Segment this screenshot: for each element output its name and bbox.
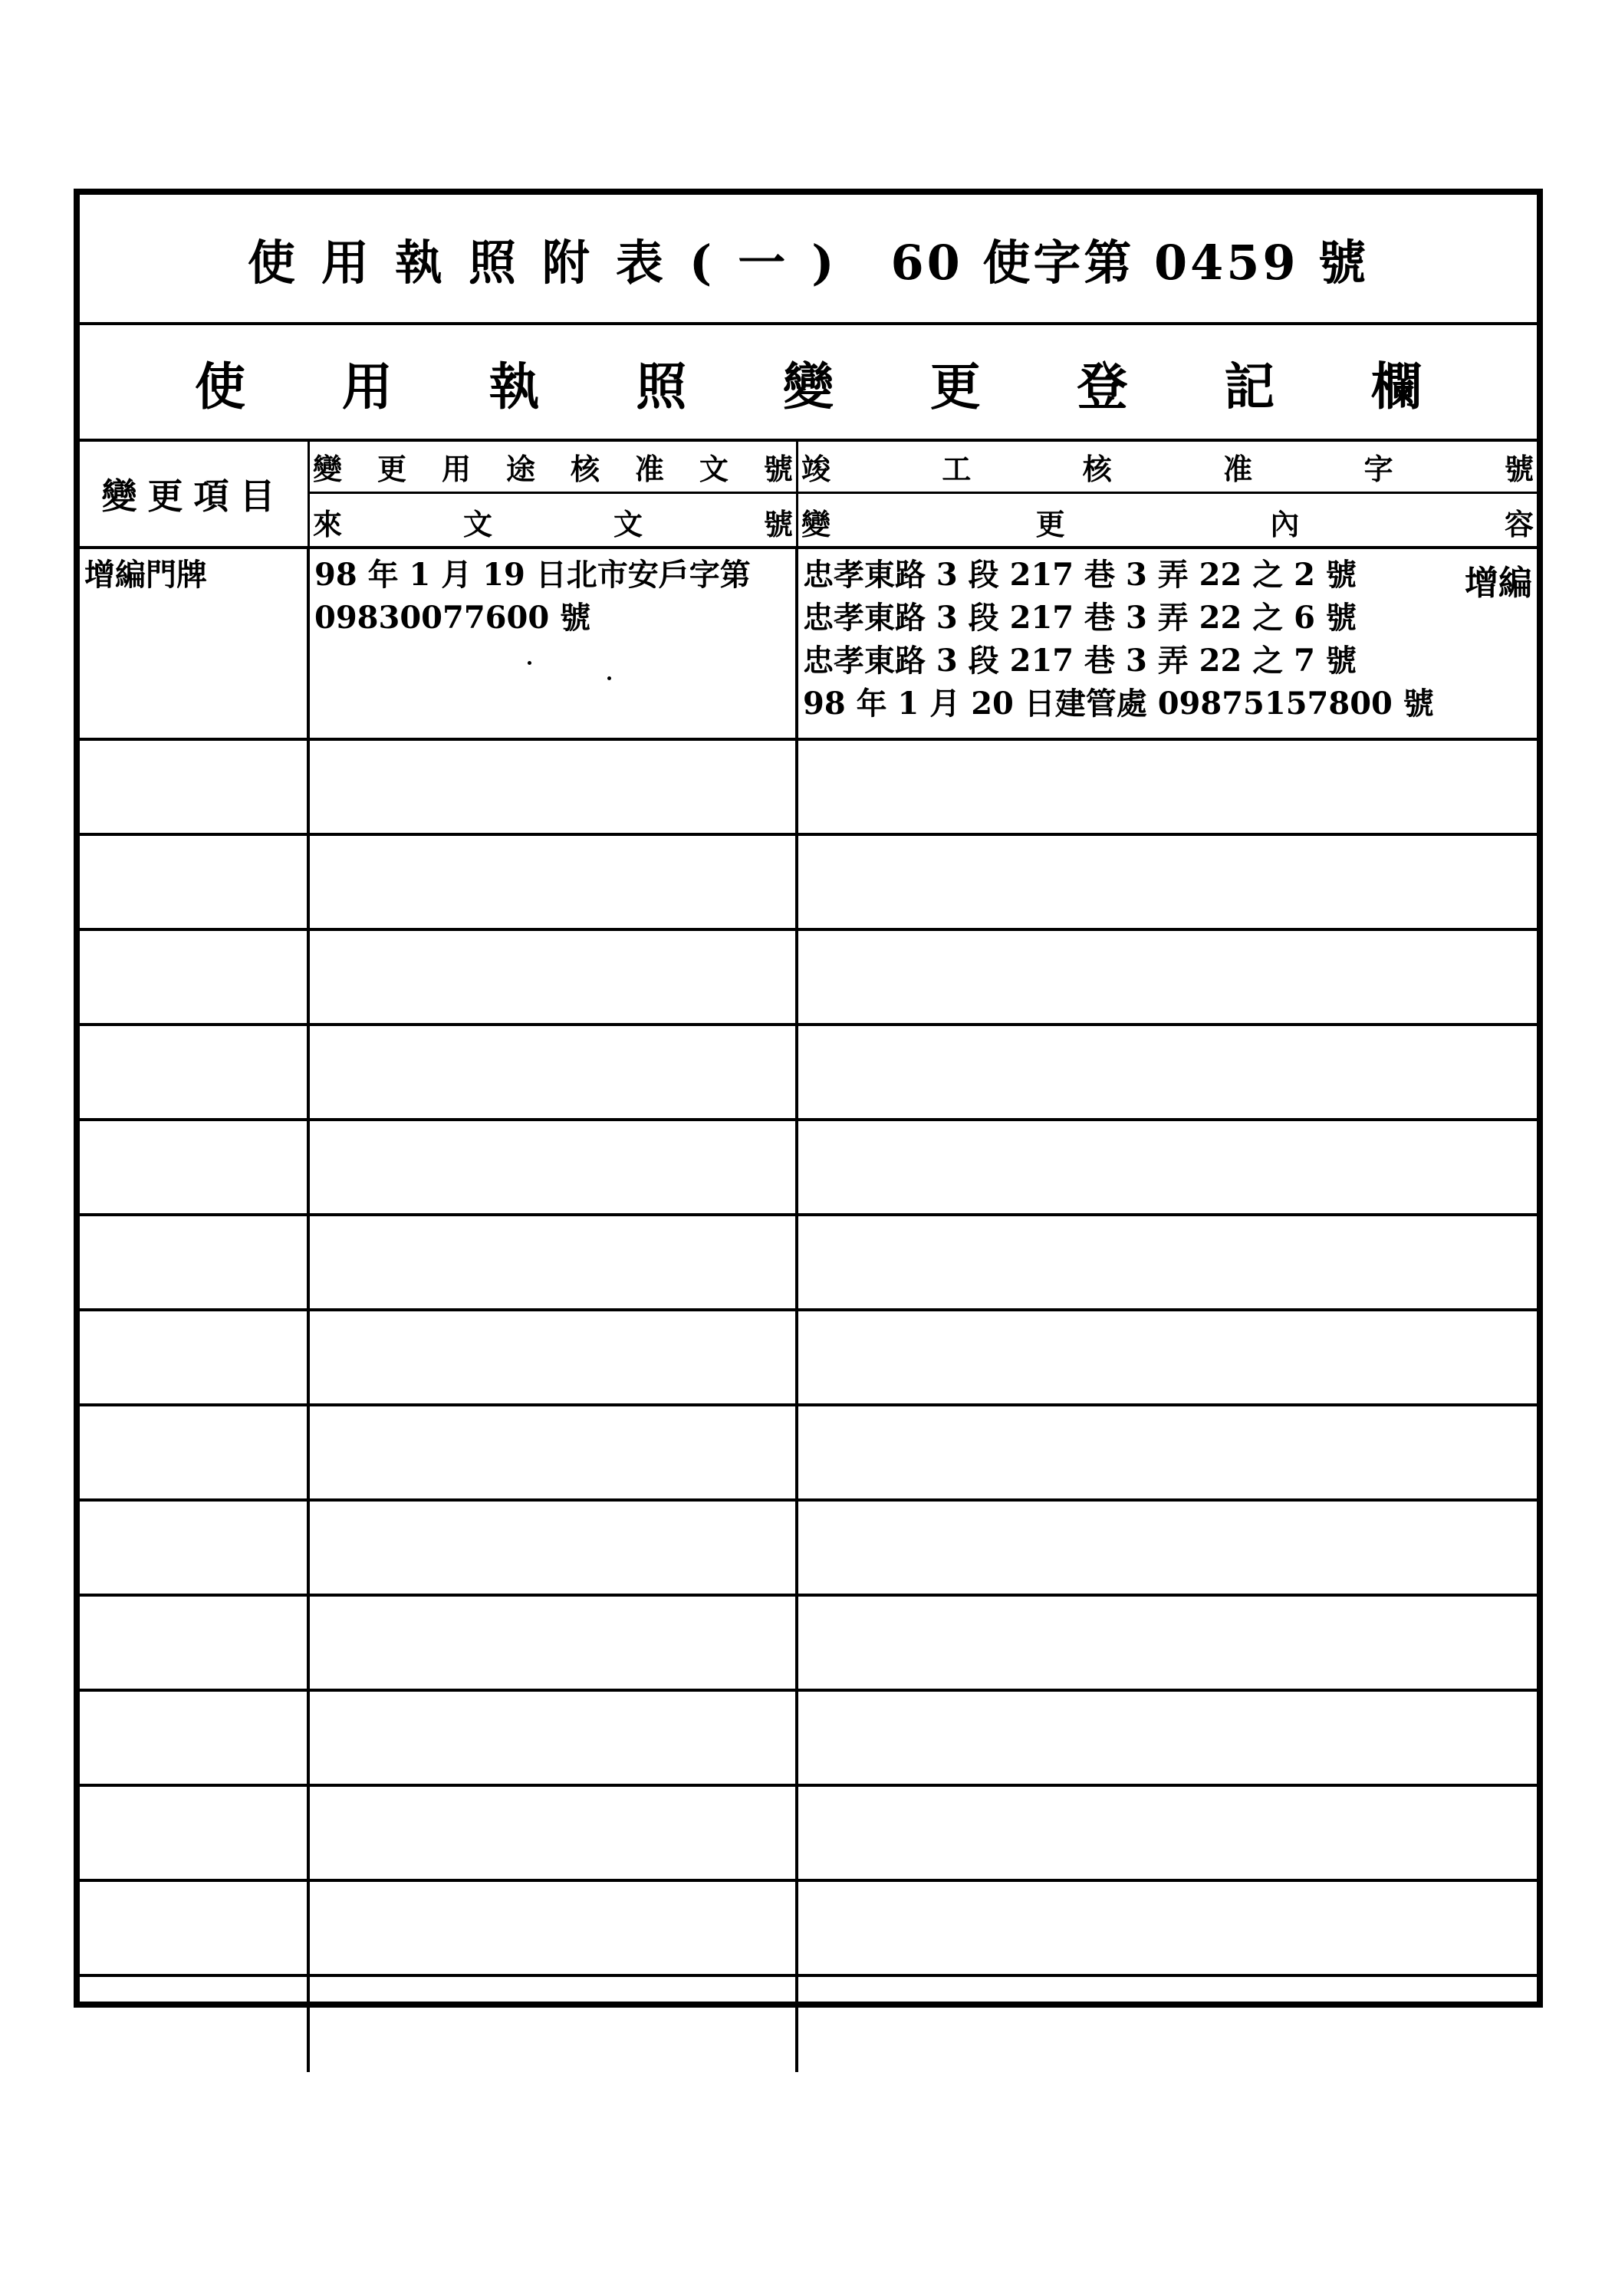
section-char: 更	[929, 356, 981, 416]
empty-cell	[310, 1406, 798, 1498]
speck-mark	[607, 676, 611, 680]
table-row-blank	[80, 1787, 1537, 1882]
header-approval-document	[310, 442, 798, 549]
empty-cell	[80, 1216, 310, 1308]
document-cell	[310, 549, 798, 738]
table-row-blank	[80, 1216, 1537, 1311]
empty-cell	[798, 1597, 1537, 1689]
empty-cell	[798, 1406, 1537, 1498]
col3-top-char: 字	[1363, 452, 1393, 486]
table-row-blank	[80, 1311, 1537, 1406]
content-cell	[798, 549, 1537, 738]
empty-cell	[798, 1977, 1537, 2072]
col2-bottom-char: 文	[613, 506, 643, 541]
empty-cell	[80, 1026, 310, 1118]
record-rows	[80, 549, 1537, 2072]
empty-cell	[798, 1787, 1537, 1879]
empty-cell	[310, 1882, 798, 1974]
col2-top-char: 變	[313, 452, 343, 486]
col3-bottom-char: 更	[1035, 506, 1065, 541]
col3-top-char: 准	[1223, 452, 1253, 486]
speck-mark	[528, 661, 531, 665]
col2-top-char: 途	[505, 452, 535, 486]
col2-bottom-char: 來	[313, 506, 343, 541]
empty-cell	[798, 1502, 1537, 1594]
empty-cell	[80, 1787, 310, 1879]
empty-cell	[310, 931, 798, 1023]
empty-cell	[798, 741, 1537, 833]
header-change-content	[798, 495, 1537, 548]
col2-top-char: 更	[377, 452, 406, 486]
empty-cell	[798, 931, 1537, 1023]
col3-bottom-char: 變	[801, 506, 831, 541]
header-completion-content	[798, 442, 1537, 549]
col2-top-char: 核	[570, 452, 600, 486]
empty-cell	[80, 1502, 310, 1594]
table-row-blank	[80, 836, 1537, 931]
stamp-tag: 增編	[1465, 564, 1532, 603]
col3-top-char: 竣	[801, 452, 831, 486]
col2-bottom-char: 文	[462, 506, 492, 541]
table-row-blank	[80, 1121, 1537, 1216]
empty-cell	[80, 1692, 310, 1784]
empty-cell	[80, 1977, 310, 2072]
section-char: 變	[783, 356, 834, 416]
change-item-text: 增編門牌	[84, 557, 207, 593]
empty-cell	[80, 741, 310, 833]
empty-cell	[80, 931, 310, 1023]
empty-cell	[310, 1977, 798, 2072]
section-heading	[195, 325, 1422, 439]
empty-cell	[310, 741, 798, 833]
empty-cell	[798, 1882, 1537, 1974]
section-char: 照	[636, 356, 687, 416]
form-title: 使用執照附表(一)	[247, 234, 860, 291]
empty-cell	[310, 1216, 798, 1308]
empty-cell	[80, 836, 310, 928]
table-row-blank	[80, 1882, 1537, 1977]
table-row-blank	[80, 1406, 1537, 1502]
empty-cell	[798, 1216, 1537, 1308]
col2-top-char: 文	[699, 452, 729, 486]
section-heading-row	[80, 325, 1537, 442]
col3-top-char: 工	[942, 452, 972, 486]
item-cell	[80, 549, 310, 738]
col3-top-char: 核	[1082, 452, 1112, 486]
col3-top-char: 號	[1504, 452, 1534, 486]
header-change-use-approval-no	[310, 442, 796, 494]
table-row-blank	[80, 1977, 1537, 2072]
table-row-blank	[80, 931, 1537, 1026]
empty-cell	[798, 1026, 1537, 1118]
section-char: 欄	[1371, 356, 1422, 416]
section-char: 記	[1224, 356, 1275, 416]
empty-cell	[310, 1311, 798, 1403]
empty-cell	[310, 1502, 798, 1594]
col2-top-char: 號	[763, 452, 793, 486]
col3-bottom-char: 容	[1504, 506, 1534, 541]
table-row-blank	[80, 741, 1537, 836]
col3-bottom-char: 內	[1270, 506, 1300, 541]
section-char: 用	[341, 356, 393, 416]
empty-cell	[80, 1121, 310, 1213]
col2-top-char: 用	[441, 452, 471, 486]
empty-cell	[798, 836, 1537, 928]
usage-license-form	[74, 189, 1543, 2008]
table-row-blank	[80, 1502, 1537, 1597]
col2-top-char: 准	[634, 452, 664, 486]
empty-cell	[310, 1121, 798, 1213]
col2-bottom-char: 號	[763, 506, 793, 541]
empty-cell	[80, 1882, 310, 1974]
header-completion-approval-no	[798, 442, 1537, 494]
section-char: 使	[195, 356, 245, 416]
empty-cell	[80, 1597, 310, 1689]
table-row-blank	[80, 1597, 1537, 1692]
empty-cell	[798, 1311, 1537, 1403]
table-row-blank	[80, 1026, 1537, 1121]
section-char: 執	[488, 356, 540, 416]
license-number: 60 使字第 0459 號	[890, 234, 1370, 291]
empty-cell	[310, 1787, 798, 1879]
empty-cell	[798, 1692, 1537, 1784]
form-title-row	[80, 195, 1537, 325]
empty-cell	[310, 1692, 798, 1784]
empty-cell	[310, 1597, 798, 1689]
table-row	[80, 549, 1537, 741]
empty-cell	[310, 836, 798, 928]
document-number-text: 98 年 1 月 19 日北市安戶字第 09830077600 號	[314, 557, 751, 636]
empty-cell	[80, 1311, 310, 1403]
section-char: 登	[1077, 356, 1128, 416]
empty-cell	[80, 1406, 310, 1498]
header-incoming-document-no	[310, 495, 796, 548]
change-content-text: 忠孝東路 3 段 217 巷 3 弄 22 之 2 號 忠孝東路 3 段 217 巷 3 弄 22 之 6 號 忠孝東路 3 段 217 巷 3 弄 22 之 7 號 98 年 1 月 20 日建管處 09875157800 號	[803, 557, 1434, 722]
header-change-item: 變更項目	[80, 442, 310, 549]
table-row-blank	[80, 1692, 1537, 1787]
empty-cell	[310, 1026, 798, 1118]
empty-cell	[798, 1121, 1537, 1213]
